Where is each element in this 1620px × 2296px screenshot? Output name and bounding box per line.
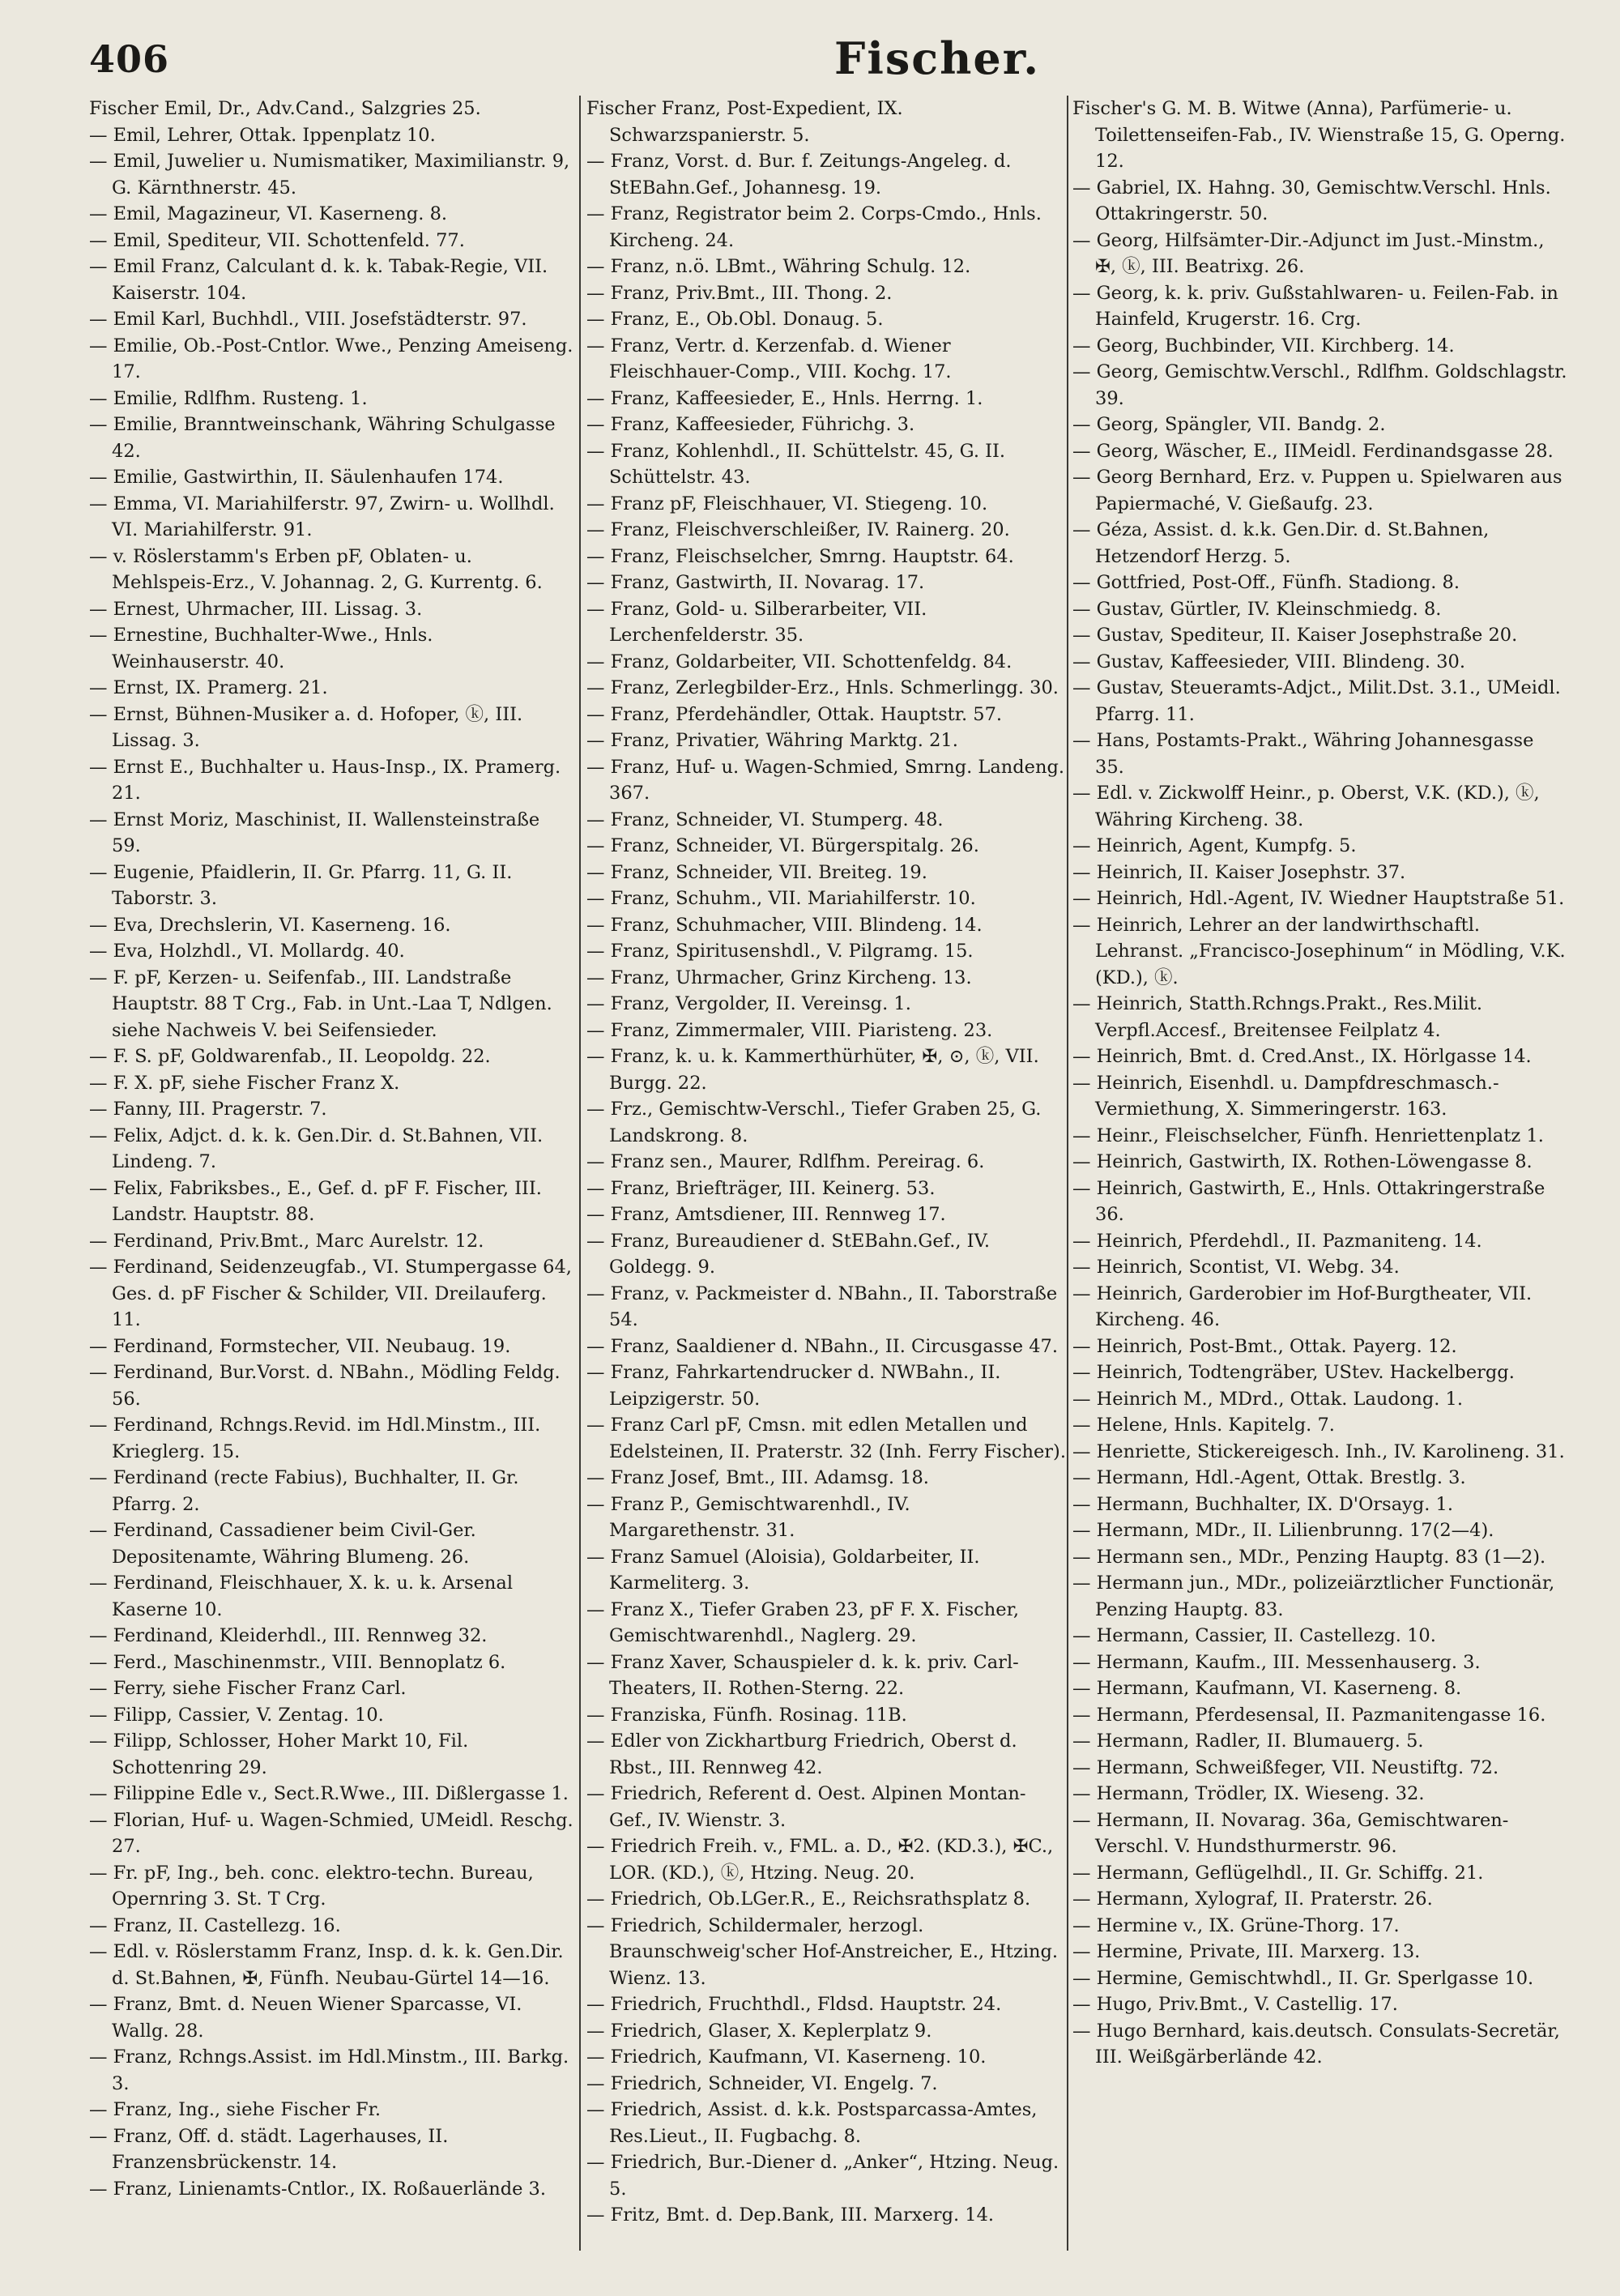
directory-entry: — Ernst E., Buchhalter u. Haus-Insp., IX. Pramerg. 21. — [89, 756, 561, 804]
directory-entry: — Hermann, Xylograf, II. Praterstr. 26. — [1072, 1888, 1433, 1910]
directory-entry: — Heinrich, Gastwirth, IX. Rothen-Löwengasse 8. — [1072, 1151, 1533, 1172]
directory-entry: — Franziska, Fünfh. Rosinag. 11B. — [586, 1704, 907, 1726]
directory-entry: — Hermann, Schweißfeger, VII. Neustiftg. 72. — [1072, 1756, 1499, 1778]
directory-entry: — Eva, Drechslerin, VI. Kaserneng. 16. — [89, 914, 451, 936]
directory-entry: — Gabriel, IX. Hahng. 30, Gemischtw.Verschl. Hnls. Ottakringerstr. 50. — [1072, 177, 1551, 224]
directory-entry: — Heinr., Fleischselcher, Fünfh. Henriettenplatz 1. — [1072, 1125, 1544, 1146]
directory-entry: — Franz, Schneider, VI. Bürgerspitalg. 26. — [586, 835, 979, 856]
directory-entry: — Ferdinand, Seidenzeugfab., VI. Stumpergasse 64, Ges. d. pF Fischer & Schilder, VII. Dreilauferg. 11. — [89, 1257, 572, 1330]
directory-entry: — Emma, VI. Mariahilferstr. 97, Zwirn- u. Wollhdl. VI. Mariahilferstr. 91. — [89, 493, 555, 540]
directory-entry: — Franz, Off. d. städt. Lagerhauses, II. Franzensbrückenstr. 14. — [89, 2125, 449, 2173]
directory-entry: — Ernst Moriz, Maschinist, II. Wallensteinstraße 59. — [89, 809, 540, 856]
directory-entry: — Franz, n.ö. LBmt., Währing Schulg. 12. — [586, 256, 971, 277]
directory-entry: — Gottfried, Post-Off., Fünfh. Stadiong. 8. — [1072, 572, 1460, 593]
directory-entry: — Ferd., Maschinenmstr., VIII. Bennoplatz 6. — [89, 1651, 506, 1673]
directory-entry: — Franz, Vertr. d. Kerzenfab. d. Wiener Fleischhauer-Comp., VIII. Kochg. 17. — [586, 335, 952, 382]
directory-entry: — Fanny, III. Pragerstr. 7. — [89, 1099, 327, 1120]
directory-entry: — Franz, Registrator beim 2. Corps-Cmdo., Hnls. Kircheng. 24. — [586, 203, 1042, 251]
directory-entry: — Franz, k. u. k. Kammerthürhüter, ✠, ⊙, ⓚ, VII. Burgg. 22. — [586, 1046, 1039, 1094]
directory-entry: — Henriette, Stickereigesch. Inh., IV. Karolineng. 31. — [1072, 1440, 1565, 1462]
directory-entry: — Emil, Lehrer, Ottak. Ippenplatz 10. — [89, 124, 436, 146]
directory-entry: — Franz, Linienamts-Cntlor., IX. Roßauerlände 3. — [89, 2178, 547, 2200]
directory-entry: — Georg, Buchbinder, VII. Kirchberg. 14. — [1072, 335, 1455, 356]
directory-entry: — Hugo, Priv.Bmt., V. Castellig. 17. — [1072, 1994, 1398, 2015]
directory-entry: — Friedrich, Assist. d. k.k. Postsparcassa-Amtes, Res.Lieut., II. Fugbachg. 8. — [586, 2099, 1038, 2147]
directory-entry: — Hermann, II. Novarag. 36a, Gemischtwaren-Verschl. V. Hundsthurmerstr. 96. — [1072, 1809, 1509, 1857]
directory-entry: — Ferdinand, Formstecher, VII. Neubaug. 19. — [89, 1335, 511, 1357]
directory-entry: — Heinrich, Hdl.-Agent, IV. Wiedner Hauptstraße 51. — [1072, 888, 1565, 909]
directory-entry: — F. S. pF, Goldwarenfab., II. Leopoldg. 22. — [89, 1046, 491, 1067]
directory-entry: — Hermann, Kaufmann, VI. Kaserneng. 8. — [1072, 1678, 1462, 1699]
column-3 — [1072, 96, 1568, 2283]
directory-entry: — Ernestine, Buchhalter-Wwe., Hnls. Weinhauserstr. 40. — [89, 625, 433, 672]
directory-entry: — Emil, Spediteur, VII. Schottenfeld. 77. — [89, 229, 465, 251]
directory-entry: — Filipp, Cassier, V. Zentag. 10. — [89, 1704, 384, 1726]
directory-entry: — Hermine v., IX. Grüne-Thorg. 17. — [1072, 1914, 1400, 1936]
directory-entry: — Eva, Holzhdl., VI. Mollardg. 40. — [89, 941, 405, 962]
directory-entry: — Heinrich, Lehrer an der landwirthschaftl. Lehranst. „Francisco-Josephinum“ in Mödling, V.K. (KD.), ⓚ. — [1072, 914, 1566, 988]
directory-entry: — Hugo Bernhard, kais.deutsch. Consulats-Secretär, III. Weißgärberlände 42. — [1072, 2020, 1560, 2068]
directory-entry: — Heinrich, Statth.Rchngs.Prakt., Res.Milit. Verpfl.Accesf., Breitensee Feilplatz 4. — [1072, 993, 1483, 1041]
directory-entry: — Georg, k. k. priv. Gußstahlwaren- u. Feilen-Fab. in Hainfeld, Krugerstr. 16. Crg. — [1072, 282, 1558, 330]
directory-entry: — Franz, Schneider, VI. Stumperg. 48. — [586, 809, 944, 830]
directory-entry: — Hermann jun., MDr., polizeiärztlicher Functionär, Penzing Hauptg. 83. — [1072, 1573, 1555, 1620]
directory-entry: — Gustav, Gürtler, IV. Kleinschmiedg. 8. — [1072, 598, 1442, 620]
directory-entry: — Franz, Zimmermaler, VIII. Piaristeng. 23. — [586, 1019, 993, 1041]
directory-entry: — Friedrich Freih. v., FML. a. D., ✠2. (KD.3.), ✠C., LOR. (KD.), ⓚ, Htzing. Neug. 20. — [586, 1836, 1054, 1884]
directory-entry: — Franz, Vergolder, II. Vereinsg. 1. — [586, 993, 911, 1014]
directory-entry: — Hans, Postamts-Prakt., Währing Johannesgasse 35. — [1072, 730, 1534, 778]
directory-entry: — Heinrich, Agent, Kumpfg. 5. — [1072, 835, 1357, 856]
directory-entry: — Franz, Huf- u. Wagen-Schmied, Smrng. Landeng. 367. — [586, 756, 1065, 804]
directory-entry: — Georg, Hilfsämter-Dir.-Adjunct im Just.-Minstm., ✠, ⓚ, III. Beatrixg. 26. — [1072, 229, 1545, 277]
directory-entry: — Franz, Schuhmacher, VIII. Blindeng. 14. — [586, 914, 983, 936]
directory-entry: — Franz, Schuhm., VII. Mariahilferstr. 10. — [586, 888, 976, 909]
directory-entry: — Franz, Uhrmacher, Grinz Kircheng. 13. — [586, 967, 972, 988]
directory-entry: — Franz, Zerlegbilder-Erz., Hnls. Schmerlingg. 30. — [586, 677, 1059, 698]
directory-entry: — Hermann, Kaufm., III. Messenhauserg. 3. — [1072, 1651, 1481, 1673]
directory-entry: — Hermann, Cassier, II. Castellezg. 10. — [1072, 1625, 1436, 1646]
directory-entry: — Franz P., Gemischtwarenhdl., IV. Margarethenstr. 31. — [586, 1493, 910, 1541]
directory-entry: — Friedrich, Referent d. Oest. Alpinen Montan-Gef., IV. Wienstr. 3. — [586, 1783, 1026, 1831]
column-divider — [1067, 96, 1068, 2251]
directory-entry: — Emil, Magazineur, VI. Kaserneng. 8. — [89, 203, 448, 224]
directory-entry: — Géza, Assist. d. k.k. Gen.Dir. d. St.Bahnen, Hetzendorf Herzg. 5. — [1072, 519, 1490, 567]
directory-entry: — Emilie, Ob.-Post-Cntlor. Wwe., Penzing Ameiseng. 17. — [89, 335, 573, 382]
directory-entry: — Hermann, Hdl.-Agent, Ottak. Brestlg. 3. — [1072, 1467, 1466, 1488]
directory-entry: — Hermann, Geflügelhdl., II. Gr. Schiffg. 21. — [1072, 1862, 1484, 1884]
directory-entry: — Friedrich, Ob.LGer.R., E., Reichsrathsplatz 8. — [586, 1888, 1031, 1910]
directory-entry: — Heinrich, Todtengräber, UStev. Hackelbergg. — [1072, 1362, 1515, 1383]
directory-entry: — Franz, Spiritusenshdl., V. Pilgramg. 15. — [586, 941, 974, 962]
directory-entry: — Emilie, Branntweinschank, Währing Schulgasse 42. — [89, 414, 556, 462]
directory-entry: — Ernst, IX. Pramerg. 21. — [89, 677, 328, 698]
directory-entry: — Franz, Gastwirth, II. Novarag. 17. — [586, 572, 925, 593]
directory-entry: — Franz Xaver, Schauspieler d. k. k. priv. Carl-Theaters, II. Rothen-Sterng. 22. — [586, 1651, 1019, 1699]
directory-entry: — Gustav, Steueramts-Adjct., Milit.Dst. 3.1., UMeidl. Pfarrg. 11. — [1072, 677, 1561, 725]
directory-entry: — Heinrich, Pferdehdl., II. Pazmaniteng. 14. — [1072, 1230, 1482, 1252]
directory-entry: — Friedrich, Schildermaler, herzogl. Braunschweig'scher Hof-Anstreicher, E., Htzing. Wienz. 13. — [586, 1914, 1059, 1989]
directory-entry: — Gustav, Spediteur, II. Kaiser Josephstraße 20. — [1072, 625, 1518, 646]
directory-entry: — Helene, Hnls. Kapitelg. 7. — [1072, 1415, 1335, 1436]
directory-entry: — Franz, Bmt. d. Neuen Wiener Sparcasse, VI. Wallg. 28. — [89, 1994, 522, 2042]
directory-entry: — Franz Josef, Bmt., III. Adamsg. 18. — [586, 1467, 929, 1488]
directory-entry: — Ferry, siehe Fischer Franz Carl. — [89, 1678, 407, 1699]
directory-entry: — Franz pF, Fleischhauer, VI. Stiegeng. 10. — [586, 493, 988, 514]
directory-entry: — Franz, Kohlenhdl., II. Schüttelstr. 45, G. II. Schüttelstr. 43. — [586, 440, 1006, 488]
directory-entry: — Franz, II. Castellezg. 16. — [89, 1914, 341, 1936]
directory-entry: — Eugenie, Pfaidlerin, II. Gr. Pfarrg. 11, G. II. Taborstr. 3. — [89, 861, 513, 909]
directory-entry: — Franz, Gold- u. Silberarbeiter, VII. Lerchenfelderstr. 35. — [586, 598, 927, 646]
directory-entry: — Emil Karl, Buchhdl., VIII. Josefstädterstr. 97. — [89, 309, 527, 330]
directory-entry: — Gustav, Kaffeesieder, VIII. Blindeng. 30. — [1072, 651, 1466, 672]
directory-entry: — Friedrich, Fruchthdl., Fldsd. Hauptstr. 24. — [586, 1994, 1002, 2015]
page-header — [89, 31, 1620, 87]
directory-entry: — Ernest, Uhrmacher, III. Lissag. 3. — [89, 598, 423, 620]
directory-entry: — Franz, Fleischselcher, Smrng. Hauptstr. 64. — [586, 545, 1014, 567]
column-2 — [586, 96, 1066, 2283]
directory-entry: — Franz, Ing., siehe Fischer Fr. — [89, 2099, 382, 2120]
directory-entry: — Heinrich, Eisenhdl. u. Dampfdreschmasch.-Vermiethung, X. Simmeringerstr. 163. — [1072, 1072, 1499, 1120]
directory-entry: — Heinrich, Bmt. d. Cred.Anst., IX. Hörlgasse 14. — [1072, 1046, 1532, 1067]
directory-entry: — Frz., Gemischtw-Verschl., Tiefer Graben 25, G. Landskrong. 8. — [586, 1099, 1042, 1146]
directory-entry: — Franz, Kaffeesieder, Führichg. 3. — [586, 414, 915, 435]
directory-entry: — F. X. pF, siehe Fischer Franz X. — [89, 1072, 400, 1094]
directory-entry: — Franz sen., Maurer, Rdlfhm. Pereirag. 6. — [586, 1151, 985, 1172]
directory-entry: — Ferdinand, Bur.Vorst. d. NBahn., Mödling Feldg. 56. — [89, 1362, 561, 1410]
directory-entry: — Georg, Gemischtw.Verschl., Rdlfhm. Goldschlagstr. 39. — [1072, 361, 1567, 409]
column-divider — [579, 96, 581, 2251]
directory-entry: — Franz, Fahrkartendrucker d. NWBahn., II. Leipzigerstr. 50. — [586, 1362, 1001, 1410]
directory-entry: — Heinrich, Gastwirth, E., Hnls. Ottakringerstraße 36. — [1072, 1177, 1545, 1225]
directory-entry: — Heinrich M., MDrd., Ottak. Laudong. 1. — [1072, 1388, 1464, 1410]
directory-entry: — Hermann, MDr., II. Lilienbrunng. 17(2—4). — [1072, 1520, 1494, 1541]
directory-entry: — Franz, Briefträger, III. Keinerg. 53. — [586, 1177, 936, 1199]
directory-entry: — Ernst, Bühnen-Musiker a. d. Hofoper, ⓚ, III. Lissag. 3. — [89, 703, 523, 751]
directory-entry: — Franz, Schneider, VII. Breiteg. 19. — [586, 861, 927, 883]
directory-entry: — Felix, Adjct. d. k. k. Gen.Dir. d. St.Bahnen, VII. Lindeng. 7. — [89, 1125, 544, 1172]
directory-entry: — Hermann, Pferdesensal, II. Pazmanitengasse 16. — [1072, 1704, 1546, 1726]
directory-entry: — Emilie, Gastwirthin, II. Säulenhaufen 174. — [89, 467, 504, 488]
directory-entry: — Ferdinand, Priv.Bmt., Marc Aurelstr. 12. — [89, 1230, 484, 1252]
directory-entry: — Franz, Saaldiener d. NBahn., II. Circusgasse 47. — [586, 1335, 1058, 1357]
directory-entry: — Hermann sen., MDr., Penzing Hauptg. 83 (1—2). — [1072, 1546, 1546, 1568]
page-number: 406 — [89, 37, 170, 81]
directory-entry: — Emilie, Rdlfhm. Rusteng. 1. — [89, 387, 368, 409]
directory-entry: — Friedrich, Glaser, X. Keplerplatz 9. — [586, 2020, 932, 2042]
directory-entry: — Filippine Edle v., Sect.R.Wwe., III. Dißlergasse 1. — [89, 1783, 569, 1804]
directory-entry: — Georg, Spängler, VII. Bandg. 2. — [1072, 414, 1386, 435]
directory-entry: — Franz X., Tiefer Graben 23, pF F. X. Fischer, Gemischtwarenhdl., Naglerg. 29. — [586, 1598, 1020, 1646]
directory-entry: — Ferdinand, Cassadiener beim Civil-Ger. Depositenamte, Währing Blumeng. 26. — [89, 1520, 476, 1568]
running-head: Fischer. — [834, 32, 1041, 84]
directory-entry: Fischer's G. M. B. Witwe (Anna), Parfümerie- u. Toilettenseifen-Fab., IV. Wienstraße 15, G. Operng. 12. — [1072, 98, 1566, 172]
column-1 — [89, 96, 573, 2283]
directory-entry: — Felix, Fabriksbes., E., Gef. d. pF F. Fischer, III. Landstr. Hauptstr. 88. — [89, 1177, 542, 1225]
directory-entry: — Fritz, Bmt. d. Dep.Bank, III. Marxerg. 14. — [586, 2204, 995, 2226]
directory-entry: — Hermann, Radler, II. Blumauerg. 5. — [1072, 1731, 1424, 1752]
directory-entry: — Fr. pF, Ing., beh. conc. elektro-techn. Bureau, Opernring 3. St. T Crg. — [89, 1862, 534, 1910]
directory-entry: — Heinrich, II. Kaiser Josephstr. 37. — [1072, 861, 1406, 883]
directory-entry: — Franz, Vorst. d. Bur. f. Zeitungs-Angeleg. d. StEBahn.Gef., Johannesg. 19. — [586, 151, 1012, 198]
directory-entry: — F. pF, Kerzen- u. Seifenfab., III. Landstraße Hauptstr. 88 T Crg., Fab. in Unt.-Laa T, Ndlgen. siehe Nachweis V. bei Seifensieder. — [89, 967, 552, 1041]
directory-entry: — Heinrich, Post-Bmt., Ottak. Payerg. 12. — [1072, 1335, 1457, 1357]
directory-entry: — Florian, Huf- u. Wagen-Schmied, UMeidl. Reschg. 27. — [89, 1809, 573, 1857]
directory-entry: — Franz, Fleischverschleißer, IV. Rainerg. 20. — [586, 519, 1010, 540]
directory-columns — [89, 96, 1604, 2283]
directory-entry: — Franz, Kaffeesieder, E., Hnls. Herrng. 1. — [586, 387, 983, 409]
directory-entry: Fischer Emil, Dr., Adv.Cand., Salzgries 25. — [89, 98, 481, 119]
directory-entry: — Franz, Goldarbeiter, VII. Schottenfeldg. 84. — [586, 651, 1013, 672]
directory-entry: — Filipp, Schlosser, Hoher Markt 10, Fil. Schottenring 29. — [89, 1731, 469, 1778]
directory-entry: — Emil, Juwelier u. Numismatiker, Maximilianstr. 9, G. Kärnthnerstr. 45. — [89, 151, 570, 198]
directory-entry: — Franz, Bureaudiener d. StEBahn.Gef., IV. Goldegg. 9. — [586, 1230, 991, 1278]
directory-entry: — Heinrich, Scontist, VI. Webg. 34. — [1072, 1257, 1400, 1278]
directory-entry: — Georg Bernhard, Erz. v. Puppen u. Spielwaren aus Papiermaché, V. Gießaufg. 23. — [1072, 467, 1562, 514]
directory-entry: — Heinrich, Garderobier im Hof-Burgtheater, VII. Kircheng. 46. — [1072, 1282, 1533, 1330]
directory-entry: — v. Röslerstamm's Erben pF, Oblaten- u. Mehlspeis-Erz., V. Johannag. 2, G. Kurrentg. 6. — [89, 545, 543, 593]
directory-entry: — Edler von Zickhartburg Friedrich, Oberst d. Rbst., III. Rennweg 42. — [586, 1731, 1017, 1778]
directory-entry: — Ferdinand (recte Fabius), Buchhalter, II. Gr. Pfarrg. 2. — [89, 1467, 519, 1515]
directory-entry: — Hermann, Trödler, IX. Wieseng. 32. — [1072, 1783, 1425, 1804]
directory-entry: — Hermine, Gemischtwhdl., II. Gr. Sperlgasse 10. — [1072, 1967, 1534, 1989]
directory-entry: — Hermine, Private, III. Marxerg. 13. — [1072, 1941, 1421, 1962]
directory-entry: — Franz Samuel (Aloisia), Goldarbeiter, II. Karmeliterg. 3. — [586, 1546, 980, 1594]
directory-entry: — Hermann, Buchhalter, IX. D'Orsayg. 1. — [1072, 1493, 1454, 1515]
directory-entry: — Franz, Priv.Bmt., III. Thong. 2. — [586, 282, 893, 304]
directory-entry: — Edl. v. Zickwolff Heinr., p. Oberst, V.K. (KD.), ⓚ, Währing Kircheng. 38. — [1072, 783, 1540, 830]
directory-entry: — Franz, Privatier, Währing Marktg. 21. — [586, 730, 958, 751]
directory-entry: — Emil Franz, Calculant d. k. k. Tabak-Regie, VII. Kaiserstr. 104. — [89, 256, 548, 304]
directory-entry: — Friedrich, Kaufmann, VI. Kaserneng. 10. — [586, 2046, 987, 2068]
directory-entry: — Franz, v. Packmeister d. NBahn., II. Taborstraße 54. — [586, 1282, 1058, 1330]
directory-entry: — Friedrich, Schneider, VI. Engelg. 7. — [586, 2072, 938, 2094]
directory-entry: — Ferdinand, Kleiderhdl., III. Rennweg 32. — [89, 1625, 488, 1646]
directory-entry: — Franz, Amtsdiener, III. Rennweg 17. — [586, 1204, 946, 1225]
directory-entry: — Ferdinand, Fleischhauer, X. k. u. k. Arsenal Kaserne 10. — [89, 1573, 514, 1620]
directory-entry: — Edl. v. Röslerstamm Franz, Insp. d. k. k. Gen.Dir. d. St.Bahnen, ✠, Fünfh. Neubau-Gürtel 14—16. — [89, 1941, 564, 1989]
directory-entry: — Franz, E., Ob.Obl. Donaug. 5. — [586, 309, 884, 330]
directory-entry: — Georg, Wäscher, E., IIMeidl. Ferdinandsgasse 28. — [1072, 440, 1554, 462]
directory-entry: — Ferdinand, Rchngs.Revid. im Hdl.Minstm., III. Krieglerg. 15. — [89, 1415, 541, 1462]
directory-entry: — Franz, Rchngs.Assist. im Hdl.Minstm., III. Barkg. 3. — [89, 2046, 569, 2094]
directory-entry: Fischer Franz, Post-Expedient, IX. Schwarzspanierstr. 5. — [586, 98, 903, 146]
directory-entry: — Friedrich, Bur.-Diener d. „Anker“, Htzing. Neug. 5. — [586, 2152, 1059, 2200]
directory-entry: — Franz, Pferdehändler, Ottak. Hauptstr. 57. — [586, 703, 1003, 725]
directory-entry: — Franz Carl pF, Cmsn. mit edlen Metallen und Edelsteinen, II. Praterstr. 32 (Inh. Ferry Fischer). — [586, 1415, 1066, 1462]
